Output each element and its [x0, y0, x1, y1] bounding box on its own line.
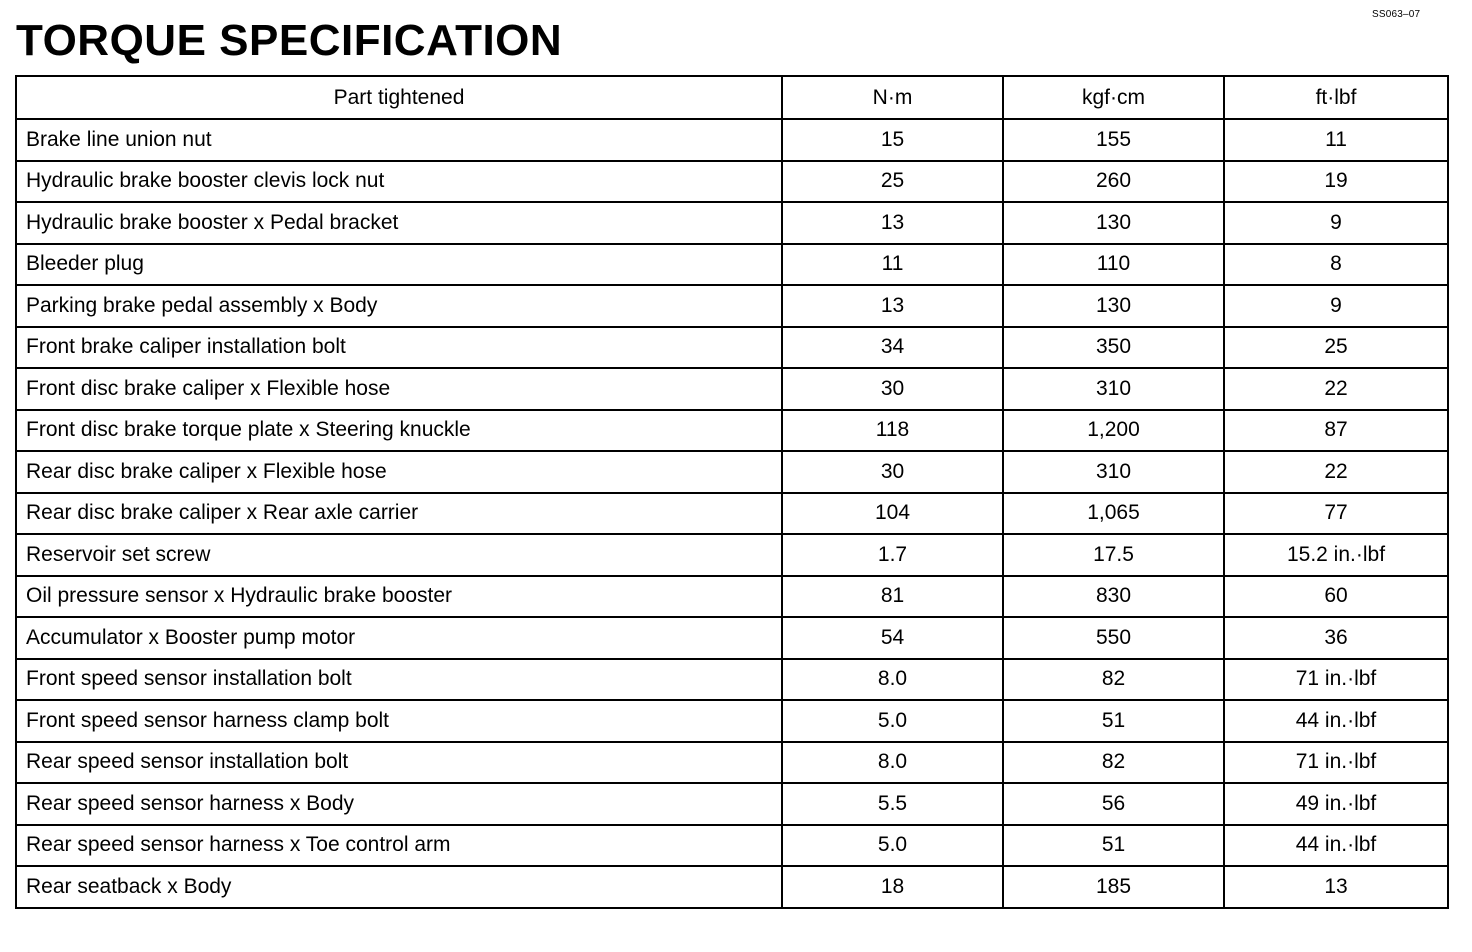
cell-ft-lbf: 44 in.·lbf [1224, 825, 1448, 867]
table-row [16, 451, 1448, 493]
cell-kgf-cm: 1,065 [1003, 493, 1224, 535]
table-header-row [16, 76, 1448, 119]
header-ft-lbf: ft·lbf [1224, 76, 1448, 119]
cell-nm: 8.0 [782, 659, 1003, 701]
cell-part-tightened: Rear disc brake caliper x Flexible hose [16, 451, 782, 493]
cell-kgf-cm: 130 [1003, 285, 1224, 327]
cell-kgf-cm: 130 [1003, 202, 1224, 244]
cell-kgf-cm: 110 [1003, 244, 1224, 286]
table-row [16, 327, 1448, 369]
cell-nm: 25 [782, 161, 1003, 203]
table-row [16, 700, 1448, 742]
cell-kgf-cm: 51 [1003, 825, 1224, 867]
cell-ft-lbf: 44 in.·lbf [1224, 700, 1448, 742]
cell-ft-lbf: 8 [1224, 244, 1448, 286]
cell-ft-lbf: 22 [1224, 368, 1448, 410]
table-row [16, 161, 1448, 203]
cell-kgf-cm: 350 [1003, 327, 1224, 369]
cell-part-tightened: Front disc brake caliper x Flexible hose [16, 368, 782, 410]
table-row [16, 202, 1448, 244]
cell-part-tightened: Rear speed sensor installation bolt [16, 742, 782, 784]
cell-ft-lbf: 77 [1224, 493, 1448, 535]
table-row [16, 783, 1448, 825]
cell-part-tightened: Brake line union nut [16, 119, 782, 161]
page-title: TORQUE SPECIFICATION [16, 16, 563, 65]
cell-part-tightened: Front disc brake torque plate x Steering knuckle [16, 410, 782, 452]
cell-part-tightened: Bleeder plug [16, 244, 782, 286]
cell-kgf-cm: 56 [1003, 783, 1224, 825]
cell-part-tightened: Parking brake pedal assembly x Body [16, 285, 782, 327]
cell-part-tightened: Hydraulic brake booster clevis lock nut [16, 161, 782, 203]
cell-ft-lbf: 15.2 in.·lbf [1224, 534, 1448, 576]
header-nm: N·m [782, 76, 1003, 119]
table-row [16, 742, 1448, 784]
header-part-tightened: Part tightened [16, 76, 782, 119]
cell-part-tightened: Front speed sensor installation bolt [16, 659, 782, 701]
table-row [16, 534, 1448, 576]
table-row [16, 368, 1448, 410]
cell-ft-lbf: 49 in.·lbf [1224, 783, 1448, 825]
cell-kgf-cm: 17.5 [1003, 534, 1224, 576]
cell-kgf-cm: 82 [1003, 742, 1224, 784]
cell-kgf-cm: 155 [1003, 119, 1224, 161]
table-row [16, 659, 1448, 701]
cell-nm: 5.0 [782, 700, 1003, 742]
cell-ft-lbf: 22 [1224, 451, 1448, 493]
cell-kgf-cm: 51 [1003, 700, 1224, 742]
cell-ft-lbf: 9 [1224, 202, 1448, 244]
cell-ft-lbf: 25 [1224, 327, 1448, 369]
cell-kgf-cm: 260 [1003, 161, 1224, 203]
cell-nm: 13 [782, 202, 1003, 244]
cell-part-tightened: Rear seatback x Body [16, 866, 782, 908]
cell-nm: 8.0 [782, 742, 1003, 784]
cell-nm: 34 [782, 327, 1003, 369]
cell-nm: 18 [782, 866, 1003, 908]
document-code: SS063–07 [1372, 9, 1421, 20]
header-kgf-cm: kgf·cm [1003, 76, 1224, 119]
cell-part-tightened: Accumulator x Booster pump motor [16, 617, 782, 659]
cell-ft-lbf: 87 [1224, 410, 1448, 452]
cell-ft-lbf: 60 [1224, 576, 1448, 618]
cell-part-tightened: Rear speed sensor harness x Toe control arm [16, 825, 782, 867]
cell-kgf-cm: 310 [1003, 368, 1224, 410]
table-row [16, 410, 1448, 452]
table-body [16, 119, 1448, 908]
cell-part-tightened: Rear disc brake caliper x Rear axle carrier [16, 493, 782, 535]
cell-ft-lbf: 9 [1224, 285, 1448, 327]
cell-nm: 5.5 [782, 783, 1003, 825]
cell-nm: 30 [782, 368, 1003, 410]
table-row [16, 866, 1448, 908]
cell-nm: 54 [782, 617, 1003, 659]
cell-kgf-cm: 550 [1003, 617, 1224, 659]
cell-nm: 13 [782, 285, 1003, 327]
cell-part-tightened: Front speed sensor harness clamp bolt [16, 700, 782, 742]
cell-part-tightened: Oil pressure sensor x Hydraulic brake booster [16, 576, 782, 618]
cell-kgf-cm: 310 [1003, 451, 1224, 493]
cell-part-tightened: Reservoir set screw [16, 534, 782, 576]
cell-ft-lbf: 71 in.·lbf [1224, 742, 1448, 784]
cell-nm: 1.7 [782, 534, 1003, 576]
table-row [16, 617, 1448, 659]
cell-ft-lbf: 13 [1224, 866, 1448, 908]
cell-kgf-cm: 1,200 [1003, 410, 1224, 452]
cell-nm: 15 [782, 119, 1003, 161]
cell-nm: 5.0 [782, 825, 1003, 867]
cell-kgf-cm: 82 [1003, 659, 1224, 701]
cell-kgf-cm: 185 [1003, 866, 1224, 908]
cell-nm: 118 [782, 410, 1003, 452]
cell-kgf-cm: 830 [1003, 576, 1224, 618]
cell-ft-lbf: 11 [1224, 119, 1448, 161]
table-row [16, 493, 1448, 535]
cell-nm: 81 [782, 576, 1003, 618]
cell-part-tightened: Hydraulic brake booster x Pedal bracket [16, 202, 782, 244]
cell-ft-lbf: 71 in.·lbf [1224, 659, 1448, 701]
cell-nm: 30 [782, 451, 1003, 493]
cell-ft-lbf: 36 [1224, 617, 1448, 659]
table-row [16, 576, 1448, 618]
cell-ft-lbf: 19 [1224, 161, 1448, 203]
cell-nm: 104 [782, 493, 1003, 535]
cell-part-tightened: Front brake caliper installation bolt [16, 327, 782, 369]
cell-part-tightened: Rear speed sensor harness x Body [16, 783, 782, 825]
table-row [16, 825, 1448, 867]
torque-spec-table [15, 75, 1449, 909]
table-row [16, 244, 1448, 286]
cell-nm: 11 [782, 244, 1003, 286]
table-row [16, 285, 1448, 327]
table-row [16, 119, 1448, 161]
